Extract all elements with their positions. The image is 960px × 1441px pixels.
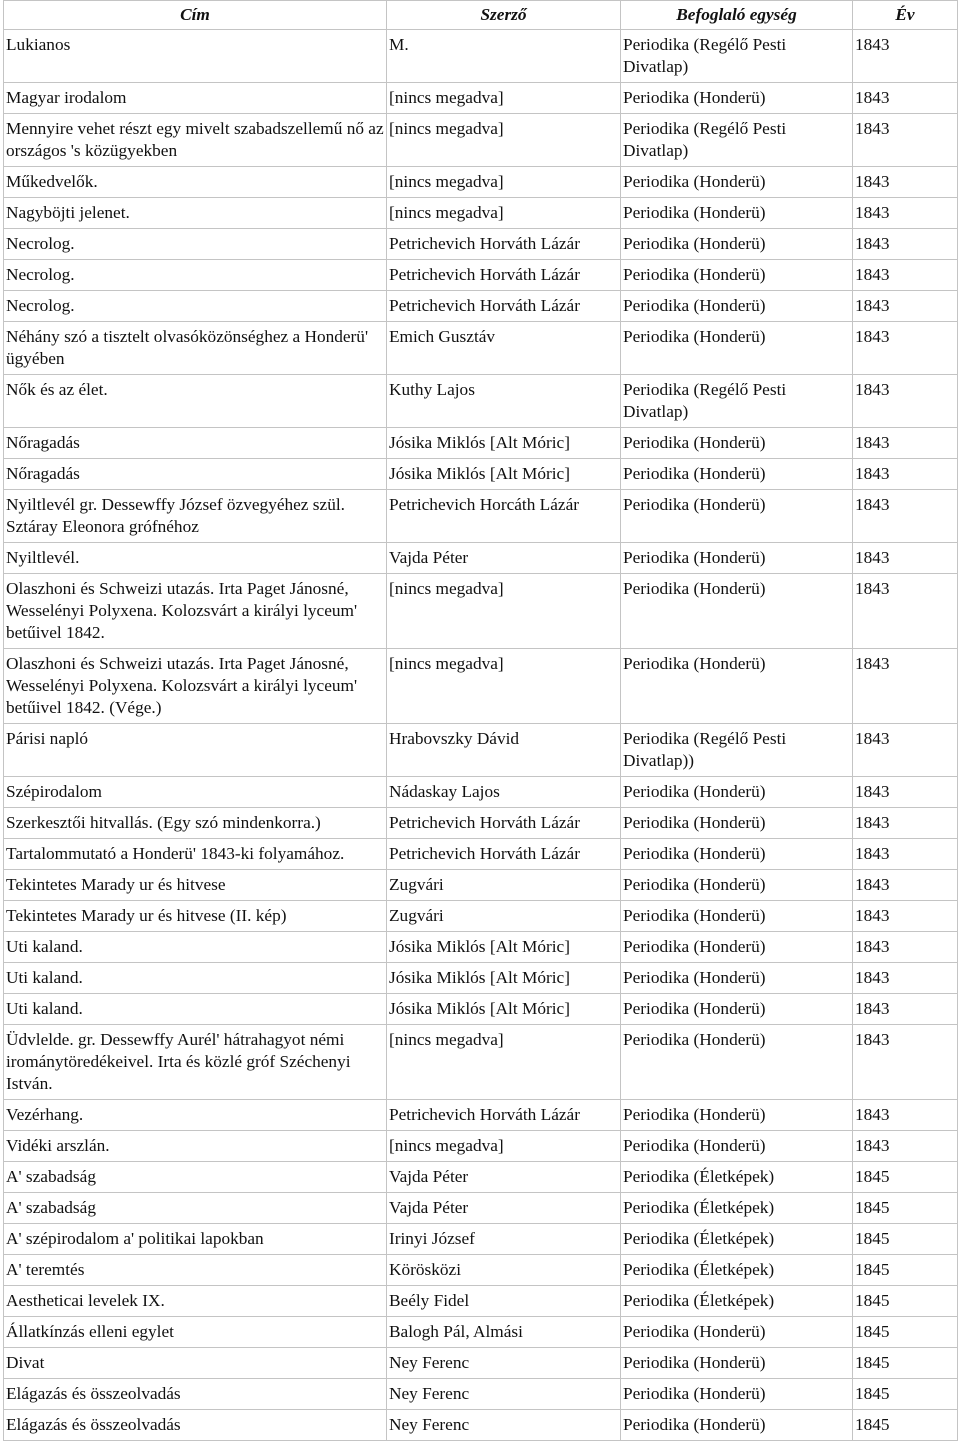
cell-title: Nőragadás [4, 459, 387, 490]
cell-year: 1843 [853, 724, 958, 777]
cell-title: Lukianos [4, 30, 387, 83]
table-row [4, 322, 958, 375]
cell-title: Nyiltlevél gr. Dessewffy József özvegyéhez szül. Sztáray Eleonora grófnéhoz [4, 490, 387, 543]
table-row [4, 870, 958, 901]
cell-title: Tekintetes Marady ur és hitvese (II. kép) [4, 901, 387, 932]
cell-title: Divat [4, 1348, 387, 1379]
table-row [4, 375, 958, 428]
cell-unit: Periodika (Regélő Pesti Divatlap) [621, 375, 853, 428]
cell-title: Szépirodalom [4, 777, 387, 808]
cell-year: 1843 [853, 901, 958, 932]
cell-title: Uti kaland. [4, 932, 387, 963]
cell-author: Petrichevich Horváth Lázár [387, 260, 621, 291]
cell-title: Magyar irodalom [4, 83, 387, 114]
cell-year: 1845 [853, 1410, 958, 1441]
table-row [4, 1025, 958, 1100]
table-row [4, 30, 958, 83]
cell-author: [nincs megadva] [387, 114, 621, 167]
cell-unit: Periodika (Életképek) [621, 1224, 853, 1255]
cell-author: Ney Ferenc [387, 1379, 621, 1410]
cell-title: Aestheticai levelek IX. [4, 1286, 387, 1317]
table-row [4, 574, 958, 649]
cell-unit: Periodika (Regélő Pesti Divatlap) [621, 114, 853, 167]
cell-unit: Periodika (Életképek) [621, 1286, 853, 1317]
cell-year: 1843 [853, 114, 958, 167]
cell-author: Petrichevich Horváth Lázár [387, 1100, 621, 1131]
table-row [4, 1317, 958, 1348]
cell-author: Ney Ferenc [387, 1410, 621, 1441]
cell-year: 1843 [853, 932, 958, 963]
cell-author: Petrichevich Horcáth Lázár [387, 490, 621, 543]
cell-unit: Periodika (Honderü) [621, 870, 853, 901]
cell-unit: Periodika (Honderü) [621, 963, 853, 994]
cell-year: 1843 [853, 870, 958, 901]
cell-unit: Periodika (Honderü) [621, 490, 853, 543]
cell-author: Körösközi [387, 1255, 621, 1286]
table-row [4, 1131, 958, 1162]
cell-year: 1843 [853, 322, 958, 375]
cell-unit: Periodika (Honderü) [621, 1100, 853, 1131]
table-row [4, 490, 958, 543]
cell-author: Vajda Péter [387, 1162, 621, 1193]
catalog-table [3, 0, 958, 1441]
cell-year: 1843 [853, 167, 958, 198]
cell-title: Szerkesztői hitvallás. (Egy szó mindenkorra.) [4, 808, 387, 839]
cell-year: 1845 [853, 1379, 958, 1410]
table-row [4, 83, 958, 114]
cell-year: 1843 [853, 994, 958, 1025]
cell-author: Beély Fidel [387, 1286, 621, 1317]
cell-author: Jósika Miklós [Alt Móric] [387, 994, 621, 1025]
table-row [4, 901, 958, 932]
cell-unit: Periodika (Honderü) [621, 1131, 853, 1162]
table-row [4, 963, 958, 994]
cell-title: Párisi napló [4, 724, 387, 777]
cell-year: 1843 [853, 260, 958, 291]
cell-author: Zugvári [387, 870, 621, 901]
cell-year: 1843 [853, 30, 958, 83]
cell-author: [nincs megadva] [387, 1131, 621, 1162]
cell-year: 1843 [853, 963, 958, 994]
cell-year: 1843 [853, 229, 958, 260]
table-row [4, 994, 958, 1025]
table-row [4, 839, 958, 870]
cell-author: Zugvári [387, 901, 621, 932]
cell-title: Uti kaland. [4, 994, 387, 1025]
cell-author: Petrichevich Horváth Lázár [387, 229, 621, 260]
cell-year: 1843 [853, 291, 958, 322]
cell-unit: Periodika (Honderü) [621, 543, 853, 574]
cell-unit: Periodika (Honderü) [621, 1317, 853, 1348]
cell-title: Necrolog. [4, 260, 387, 291]
table-row [4, 428, 958, 459]
table-row [4, 229, 958, 260]
cell-title: Állatkínzás elleni egylet [4, 1317, 387, 1348]
cell-unit: Periodika (Honderü) [621, 83, 853, 114]
cell-author: Jósika Miklós [Alt Móric] [387, 963, 621, 994]
cell-author: Kuthy Lajos [387, 375, 621, 428]
cell-unit: Periodika (Regélő Pesti Divatlap) [621, 30, 853, 83]
cell-title: Néhány szó a tisztelt olvasóközönséghez a Honderü' ügyében [4, 322, 387, 375]
cell-year: 1845 [853, 1286, 958, 1317]
table-row [4, 1379, 958, 1410]
cell-year: 1843 [853, 543, 958, 574]
cell-year: 1845 [853, 1348, 958, 1379]
cell-title: Tekintetes Marady ur és hitvese [4, 870, 387, 901]
cell-author: Vajda Péter [387, 1193, 621, 1224]
cell-title: Elágazás és összeolvadás [4, 1410, 387, 1441]
table-row [4, 291, 958, 322]
cell-unit: Periodika (Honderü) [621, 198, 853, 229]
cell-year: 1843 [853, 459, 958, 490]
table-row [4, 777, 958, 808]
cell-unit: Periodika (Honderü) [621, 428, 853, 459]
table-row [4, 198, 958, 229]
cell-unit: Periodika (Honderü) [621, 994, 853, 1025]
cell-author: Emich Gusztáv [387, 322, 621, 375]
cell-title: Olaszhoni és Schweizi utazás. Irta Paget Jánosné, Wesselényi Polyxena. Kolozsvárt a királyi lyceum' betűivel 1842. (Vége.) [4, 649, 387, 724]
cell-unit: Periodika (Honderü) [621, 1410, 853, 1441]
cell-author: Petrichevich Horváth Lázár [387, 291, 621, 322]
cell-year: 1843 [853, 1025, 958, 1100]
cell-title: A' szabadság [4, 1193, 387, 1224]
table-row [4, 260, 958, 291]
table-row [4, 543, 958, 574]
cell-title: Nők és az élet. [4, 375, 387, 428]
cell-year: 1843 [853, 375, 958, 428]
header-year: Év [853, 1, 958, 30]
table-body [4, 30, 958, 1441]
table-row [4, 1100, 958, 1131]
cell-unit: Periodika (Honderü) [621, 322, 853, 375]
cell-author: [nincs megadva] [387, 1025, 621, 1100]
cell-author: Jósika Miklós [Alt Móric] [387, 459, 621, 490]
cell-unit: Periodika (Honderü) [621, 260, 853, 291]
cell-title: A' teremtés [4, 1255, 387, 1286]
cell-author: Ney Ferenc [387, 1348, 621, 1379]
cell-unit: Periodika (Honderü) [621, 229, 853, 260]
cell-year: 1843 [853, 574, 958, 649]
cell-author: [nincs megadva] [387, 574, 621, 649]
table-row [4, 1348, 958, 1379]
cell-title: Tartalommutató a Honderü' 1843-ki folyamához. [4, 839, 387, 870]
cell-unit: Periodika (Honderü) [621, 649, 853, 724]
cell-title: A' szabadság [4, 1162, 387, 1193]
table-row [4, 649, 958, 724]
cell-unit: Periodika (Honderü) [621, 459, 853, 490]
table-row [4, 459, 958, 490]
cell-author: Balogh Pál, Almási [387, 1317, 621, 1348]
header-title: Cím [4, 1, 387, 30]
cell-year: 1845 [853, 1193, 958, 1224]
header-row [4, 1, 958, 30]
cell-year: 1843 [853, 649, 958, 724]
cell-title: Mennyire vehet részt egy mivelt szabadszellemű nő az országos 's közügyekben [4, 114, 387, 167]
cell-title: Nyiltlevél. [4, 543, 387, 574]
cell-author: Jósika Miklós [Alt Móric] [387, 932, 621, 963]
cell-year: 1845 [853, 1224, 958, 1255]
cell-unit: Periodika (Honderü) [621, 574, 853, 649]
cell-unit: Periodika (Honderü) [621, 1025, 853, 1100]
cell-title: Necrolog. [4, 229, 387, 260]
table-row [4, 1255, 958, 1286]
cell-author: [nincs megadva] [387, 83, 621, 114]
cell-title: Elágazás és összeolvadás [4, 1379, 387, 1410]
cell-unit: Periodika (Életképek) [621, 1193, 853, 1224]
table-row [4, 724, 958, 777]
cell-title: Műkedvelők. [4, 167, 387, 198]
cell-year: 1843 [853, 490, 958, 543]
cell-title: Üdvlelde. gr. Dessewffy Aurél' hátrahagyot némi irománytöredékeivel. Irta és közlé gróf Széchenyi István. [4, 1025, 387, 1100]
cell-title: A' szépirodalom a' politikai lapokban [4, 1224, 387, 1255]
cell-author: Hrabovszky Dávid [387, 724, 621, 777]
cell-unit: Periodika (Életképek) [621, 1162, 853, 1193]
cell-unit: Periodika (Honderü) [621, 1348, 853, 1379]
cell-unit: Periodika (Honderü) [621, 839, 853, 870]
cell-author: Vajda Péter [387, 543, 621, 574]
cell-year: 1845 [853, 1317, 958, 1348]
table-row [4, 1410, 958, 1441]
cell-title: Uti kaland. [4, 963, 387, 994]
cell-title: Vidéki arszlán. [4, 1131, 387, 1162]
cell-unit: Periodika (Honderü) [621, 808, 853, 839]
cell-unit: Periodika (Honderü) [621, 291, 853, 322]
cell-unit: Periodika (Honderü) [621, 932, 853, 963]
cell-year: 1843 [853, 198, 958, 229]
cell-year: 1843 [853, 839, 958, 870]
cell-title: Nőragadás [4, 428, 387, 459]
cell-author: Petrichevich Horváth Lázár [387, 839, 621, 870]
cell-unit: Periodika (Honderü) [621, 167, 853, 198]
table-row [4, 1224, 958, 1255]
cell-unit: Periodika (Regélő Pesti Divatlap)) [621, 724, 853, 777]
cell-title: Vezérhang. [4, 1100, 387, 1131]
cell-year: 1843 [853, 83, 958, 114]
cell-author: Jósika Miklós [Alt Móric] [387, 428, 621, 459]
header-unit: Befoglaló egység [621, 1, 853, 30]
cell-author: [nincs megadva] [387, 649, 621, 724]
table-row [4, 167, 958, 198]
cell-author: [nincs megadva] [387, 198, 621, 229]
cell-author: [nincs megadva] [387, 167, 621, 198]
cell-year: 1845 [853, 1255, 958, 1286]
cell-year: 1843 [853, 428, 958, 459]
cell-year: 1843 [853, 1131, 958, 1162]
cell-author: Irinyi József [387, 1224, 621, 1255]
cell-title: Necrolog. [4, 291, 387, 322]
table-row [4, 1162, 958, 1193]
cell-author: Petrichevich Horváth Lázár [387, 808, 621, 839]
cell-unit: Periodika (Honderü) [621, 1379, 853, 1410]
table-row [4, 808, 958, 839]
table-row [4, 1286, 958, 1317]
table-row [4, 1193, 958, 1224]
cell-unit: Periodika (Honderü) [621, 777, 853, 808]
cell-author: M. [387, 30, 621, 83]
cell-year: 1843 [853, 808, 958, 839]
cell-author: Nádaskay Lajos [387, 777, 621, 808]
cell-year: 1843 [853, 777, 958, 808]
cell-unit: Periodika (Életképek) [621, 1255, 853, 1286]
cell-unit: Periodika (Honderü) [621, 901, 853, 932]
table-row [4, 932, 958, 963]
cell-title: Olaszhoni és Schweizi utazás. Irta Paget Jánosné, Wesselényi Polyxena. Kolozsvárt a királyi lyceum' betűivel 1842. [4, 574, 387, 649]
cell-title: Nagyböjti jelenet. [4, 198, 387, 229]
cell-year: 1845 [853, 1162, 958, 1193]
table-row [4, 114, 958, 167]
header-author: Szerző [387, 1, 621, 30]
cell-year: 1843 [853, 1100, 958, 1131]
